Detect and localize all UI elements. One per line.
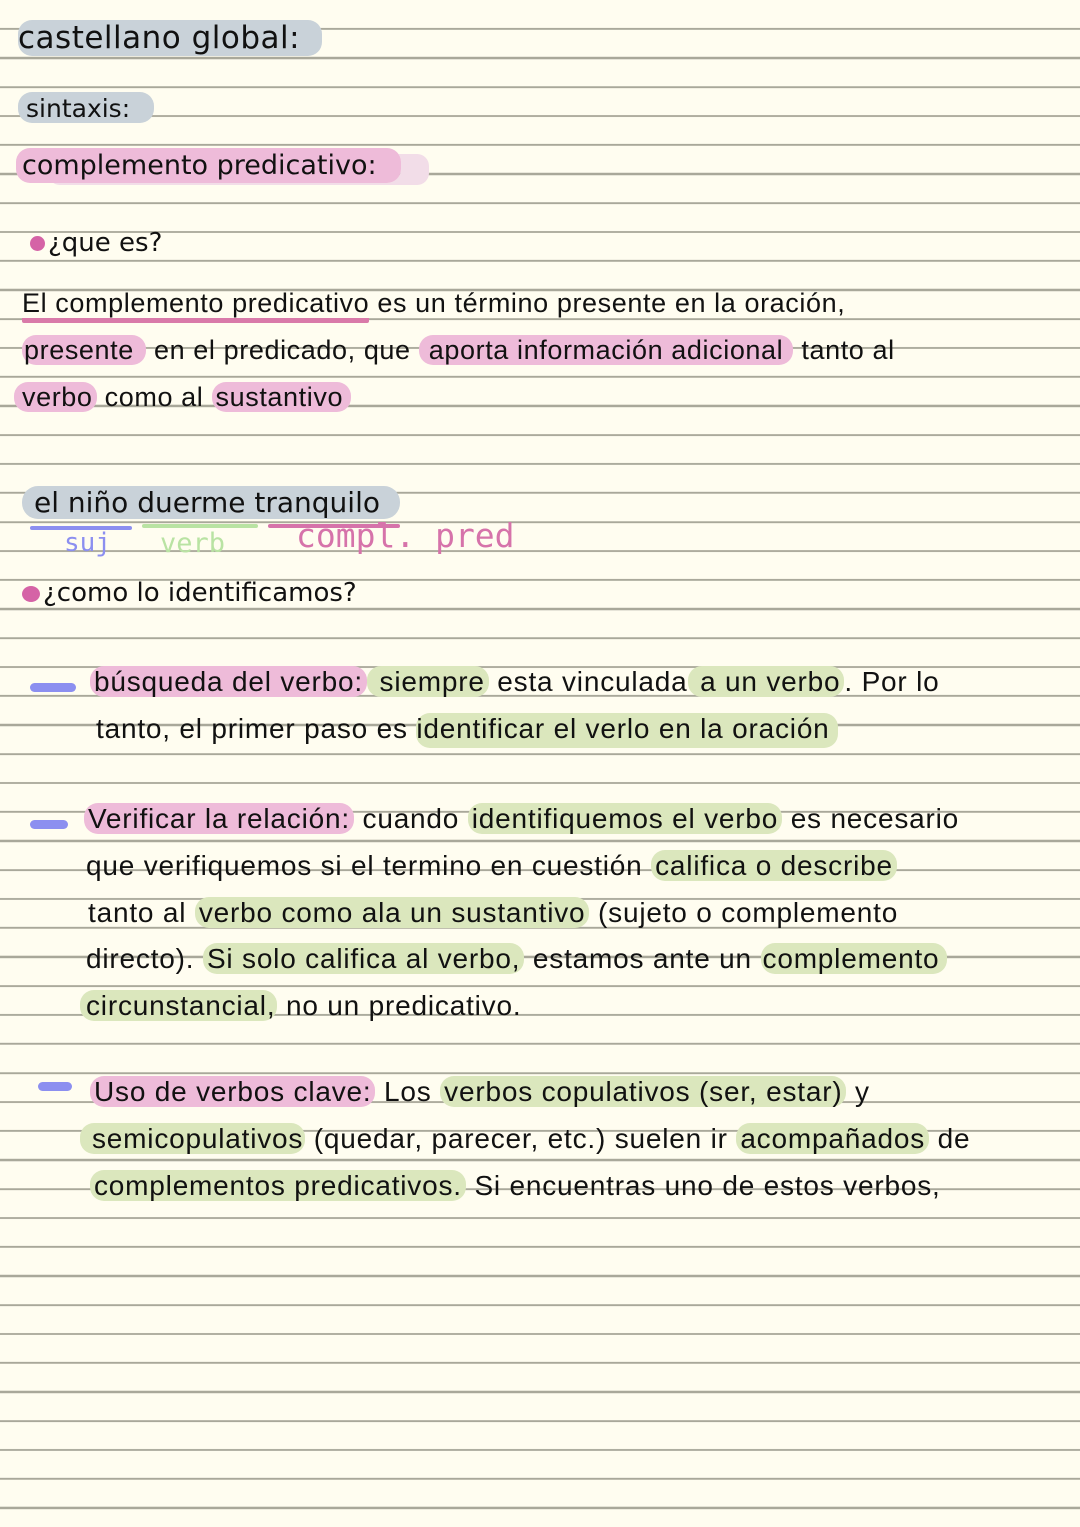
page-title: castellano global: bbox=[18, 20, 322, 56]
label-subject: suj bbox=[64, 528, 111, 558]
label-predicative: compl. pred bbox=[296, 516, 515, 555]
step-3-line-1: Uso de verbos clave: Los verbos copulativos (ser, estar) y bbox=[90, 1076, 870, 1108]
step-2-line-2: que verifiquemos si el termino en cuestión califica o describe bbox=[86, 850, 897, 882]
step-2-line-3: tanto al verbo como ala un sustantivo (sujeto o complemento bbox=[88, 897, 899, 928]
bullet-dot-icon bbox=[22, 586, 40, 602]
definition-line-3: verbo como al sustantivo bbox=[14, 382, 351, 413]
definition-line-2: presente en el predicado, que aporta información adicional tanto al bbox=[24, 335, 895, 365]
dash-bullet-icon bbox=[30, 683, 76, 692]
step-2-line-1: Verificar la relación: cuando identifiquemos el verbo es necesario bbox=[84, 803, 959, 835]
step-1-line-2: tanto, el primer paso es identificar el verlo en la oración bbox=[96, 713, 838, 745]
question-how-identify: ¿como lo identificamos? bbox=[22, 578, 357, 608]
step-3-line-3: complementos predicativos. Si encuentras uno de estos verbos, bbox=[90, 1170, 941, 1202]
step-2-line-4: directo). Si solo califica al verbo, estamos ante un complemento bbox=[86, 943, 947, 975]
dash-bullet-icon bbox=[38, 1082, 72, 1091]
topic-label: sintaxis: bbox=[18, 94, 154, 123]
definition-line-1: El complemento predicativo es un término presente en la oración, bbox=[22, 288, 845, 319]
example-sentence: el niño duerme tranquilo bbox=[22, 486, 400, 519]
step-3-line-2: semicopulativos (quedar, parecer, etc.) suelen ir acompañados de bbox=[80, 1123, 970, 1155]
bullet-dot-icon bbox=[30, 236, 45, 251]
dash-bullet-icon bbox=[30, 820, 68, 829]
question-what-is: ¿que es? bbox=[30, 228, 162, 258]
step-2-line-5: circunstancial, no un predicativo. bbox=[80, 990, 521, 1022]
section-heading: complemento predicativo: bbox=[16, 150, 401, 181]
label-verb: verb bbox=[160, 528, 226, 559]
step-1-line-1: búsqueda del verbo: siempre esta vinculada a un verbo . Por lo bbox=[90, 666, 940, 698]
